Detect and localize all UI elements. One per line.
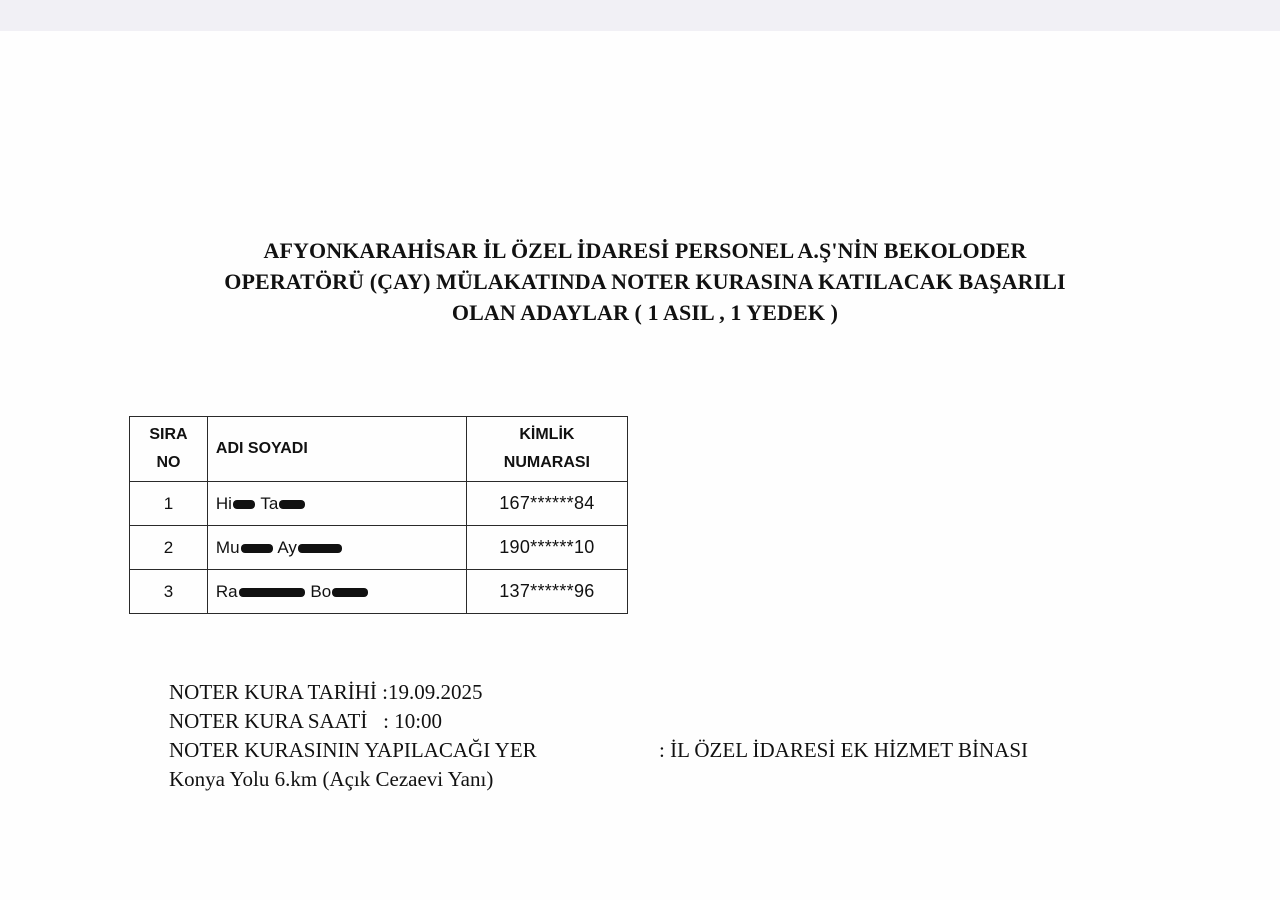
surname-visible-part: Ay (277, 537, 297, 557)
draw-place-label: NOTER KURASININ YAPILACAĞI YER (169, 738, 537, 762)
header-kimlik-numarasi (466, 417, 627, 482)
draw-time-row (169, 707, 537, 736)
row-number: 2 (130, 526, 208, 570)
title-line-1: AFYONKARAHİSAR İL ÖZEL İDARESİ PERSONEL A.Ş'NİN BEKOLODER (263, 238, 1027, 263)
draw-address: Konya Yolu 6.km (Açık Cezaevi Yanı) (169, 767, 494, 791)
draw-address-row (169, 765, 537, 794)
header-no: NO (156, 454, 181, 471)
name-visible-part: Mu (215, 537, 240, 557)
name-visible-part: Hi (215, 493, 232, 513)
title-line-2: OPERATÖRÜ (ÇAY) MÜLAKATINDA NOTER KURASINA KATILACAK BAŞARILI (224, 269, 1066, 294)
redaction-mark (279, 500, 305, 509)
row-id-number: 190******10 (466, 526, 627, 570)
table-row (130, 570, 628, 614)
draw-time-value: 10:00 (394, 709, 443, 733)
header-sira: SIRA (149, 426, 188, 443)
draw-place-row (169, 736, 1029, 765)
redaction-mark (332, 588, 368, 597)
draw-time-label: NOTER KURA SAATİ : (169, 709, 395, 733)
row-number: 3 (130, 570, 208, 614)
header-adi-soyadi: ADI SOYADI (207, 417, 466, 482)
surname-visible-part: Bo (310, 581, 332, 601)
row-name (207, 482, 466, 526)
candidates-table (129, 416, 628, 614)
draw-date-row (169, 678, 537, 707)
title-line-3: OLAN ADAYLAR ( 1 ASIL , 1 YEDEK ) (451, 300, 839, 325)
row-name (207, 570, 466, 614)
header-kimlik: KİMLİK (519, 426, 575, 443)
header-sira-no (130, 417, 208, 482)
document-title (0, 235, 1280, 328)
row-name (207, 526, 466, 570)
draw-date-value: 19.09.2025 (388, 680, 483, 704)
draw-date-label: NOTER KURA TARİHİ : (169, 680, 389, 704)
table-row (130, 526, 628, 570)
redaction-mark (298, 544, 342, 553)
table-header-row (130, 417, 628, 482)
row-id-number: 137******96 (466, 570, 627, 614)
header-numarasi: NUMARASI (503, 454, 590, 471)
row-number: 1 (130, 482, 208, 526)
draw-info (169, 678, 1029, 794)
surname-visible-part: Ta (260, 493, 279, 513)
table-row (130, 482, 628, 526)
redaction-mark (239, 588, 305, 597)
redaction-mark (233, 500, 255, 509)
redaction-mark (241, 544, 273, 553)
name-visible-part: Ra (215, 581, 238, 601)
draw-place-value: : İL ÖZEL İDARESİ EK HİZMET BİNASI (659, 738, 1029, 762)
row-id-number: 167******84 (466, 482, 627, 526)
